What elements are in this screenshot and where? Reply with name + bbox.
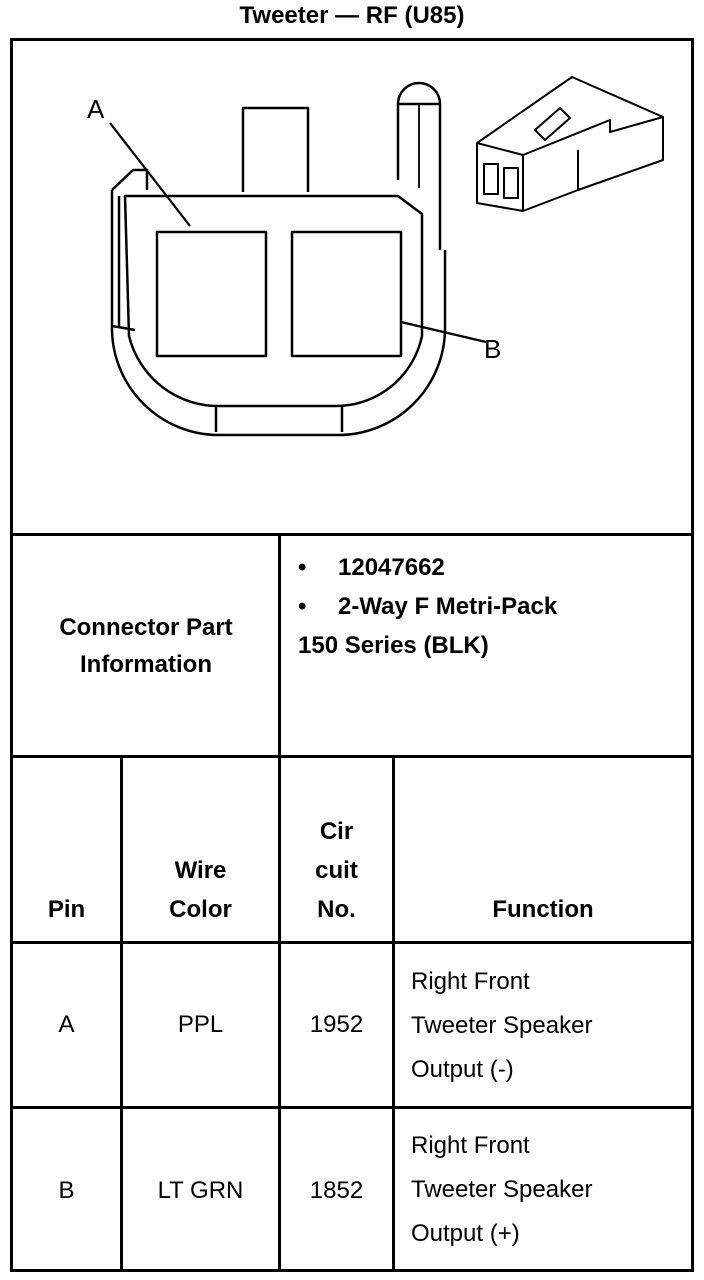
header-line: No. (317, 896, 356, 923)
function-line: Output (-) (411, 1056, 514, 1083)
connector-part-info-label (13, 536, 279, 755)
part-number: 12047662 (338, 554, 445, 581)
pin-a-callout: A (87, 94, 105, 124)
header-circuit-number (281, 812, 392, 929)
bullet-icon: • (298, 554, 307, 581)
table-cell-function (411, 1124, 592, 1256)
header-wire-color (123, 851, 278, 929)
table-cell-pin: B (58, 1176, 75, 1204)
function-line: Tweeter Speaker (411, 1012, 593, 1039)
part-number-item (298, 548, 557, 587)
header-pin: Pin (47, 896, 86, 923)
table-cell-circuit: 1952 (309, 1011, 364, 1038)
table-cell-wire-color: PPL (177, 1011, 224, 1038)
connector-face-diagram (13, 41, 691, 533)
divider (392, 755, 395, 1272)
function-line: Output (+) (411, 1220, 520, 1247)
header-line: Wire (174, 857, 227, 884)
connector-type-item (298, 587, 557, 626)
table-cell-wire-color: LT GRN (157, 1176, 244, 1204)
header-line: Color (169, 896, 232, 923)
bullet-icon: • (298, 593, 307, 620)
header-line: Cir (319, 818, 354, 845)
function-line: Right Front (411, 968, 530, 995)
table-cell-circuit: 1852 (309, 1176, 364, 1204)
divider (10, 755, 694, 758)
function-line: Right Front (411, 1132, 530, 1159)
label-line: Connector Part (59, 613, 233, 641)
function-line: Tweeter Speaker (411, 1176, 593, 1203)
page-title: Tweeter — RF (U85) (239, 2, 465, 29)
connector-type: 2-Way F Metri-Pack (338, 593, 558, 620)
table-cell-pin: A (58, 1011, 75, 1038)
connector-series: 150 Series (BLK) (298, 632, 489, 659)
label-line: Information (79, 650, 212, 678)
table-cell-function (411, 960, 592, 1092)
connector-part-info-values (298, 548, 557, 665)
header-line: cuit (315, 857, 358, 884)
pin-b-callout: B (484, 334, 502, 364)
header-function: Function (492, 896, 594, 923)
